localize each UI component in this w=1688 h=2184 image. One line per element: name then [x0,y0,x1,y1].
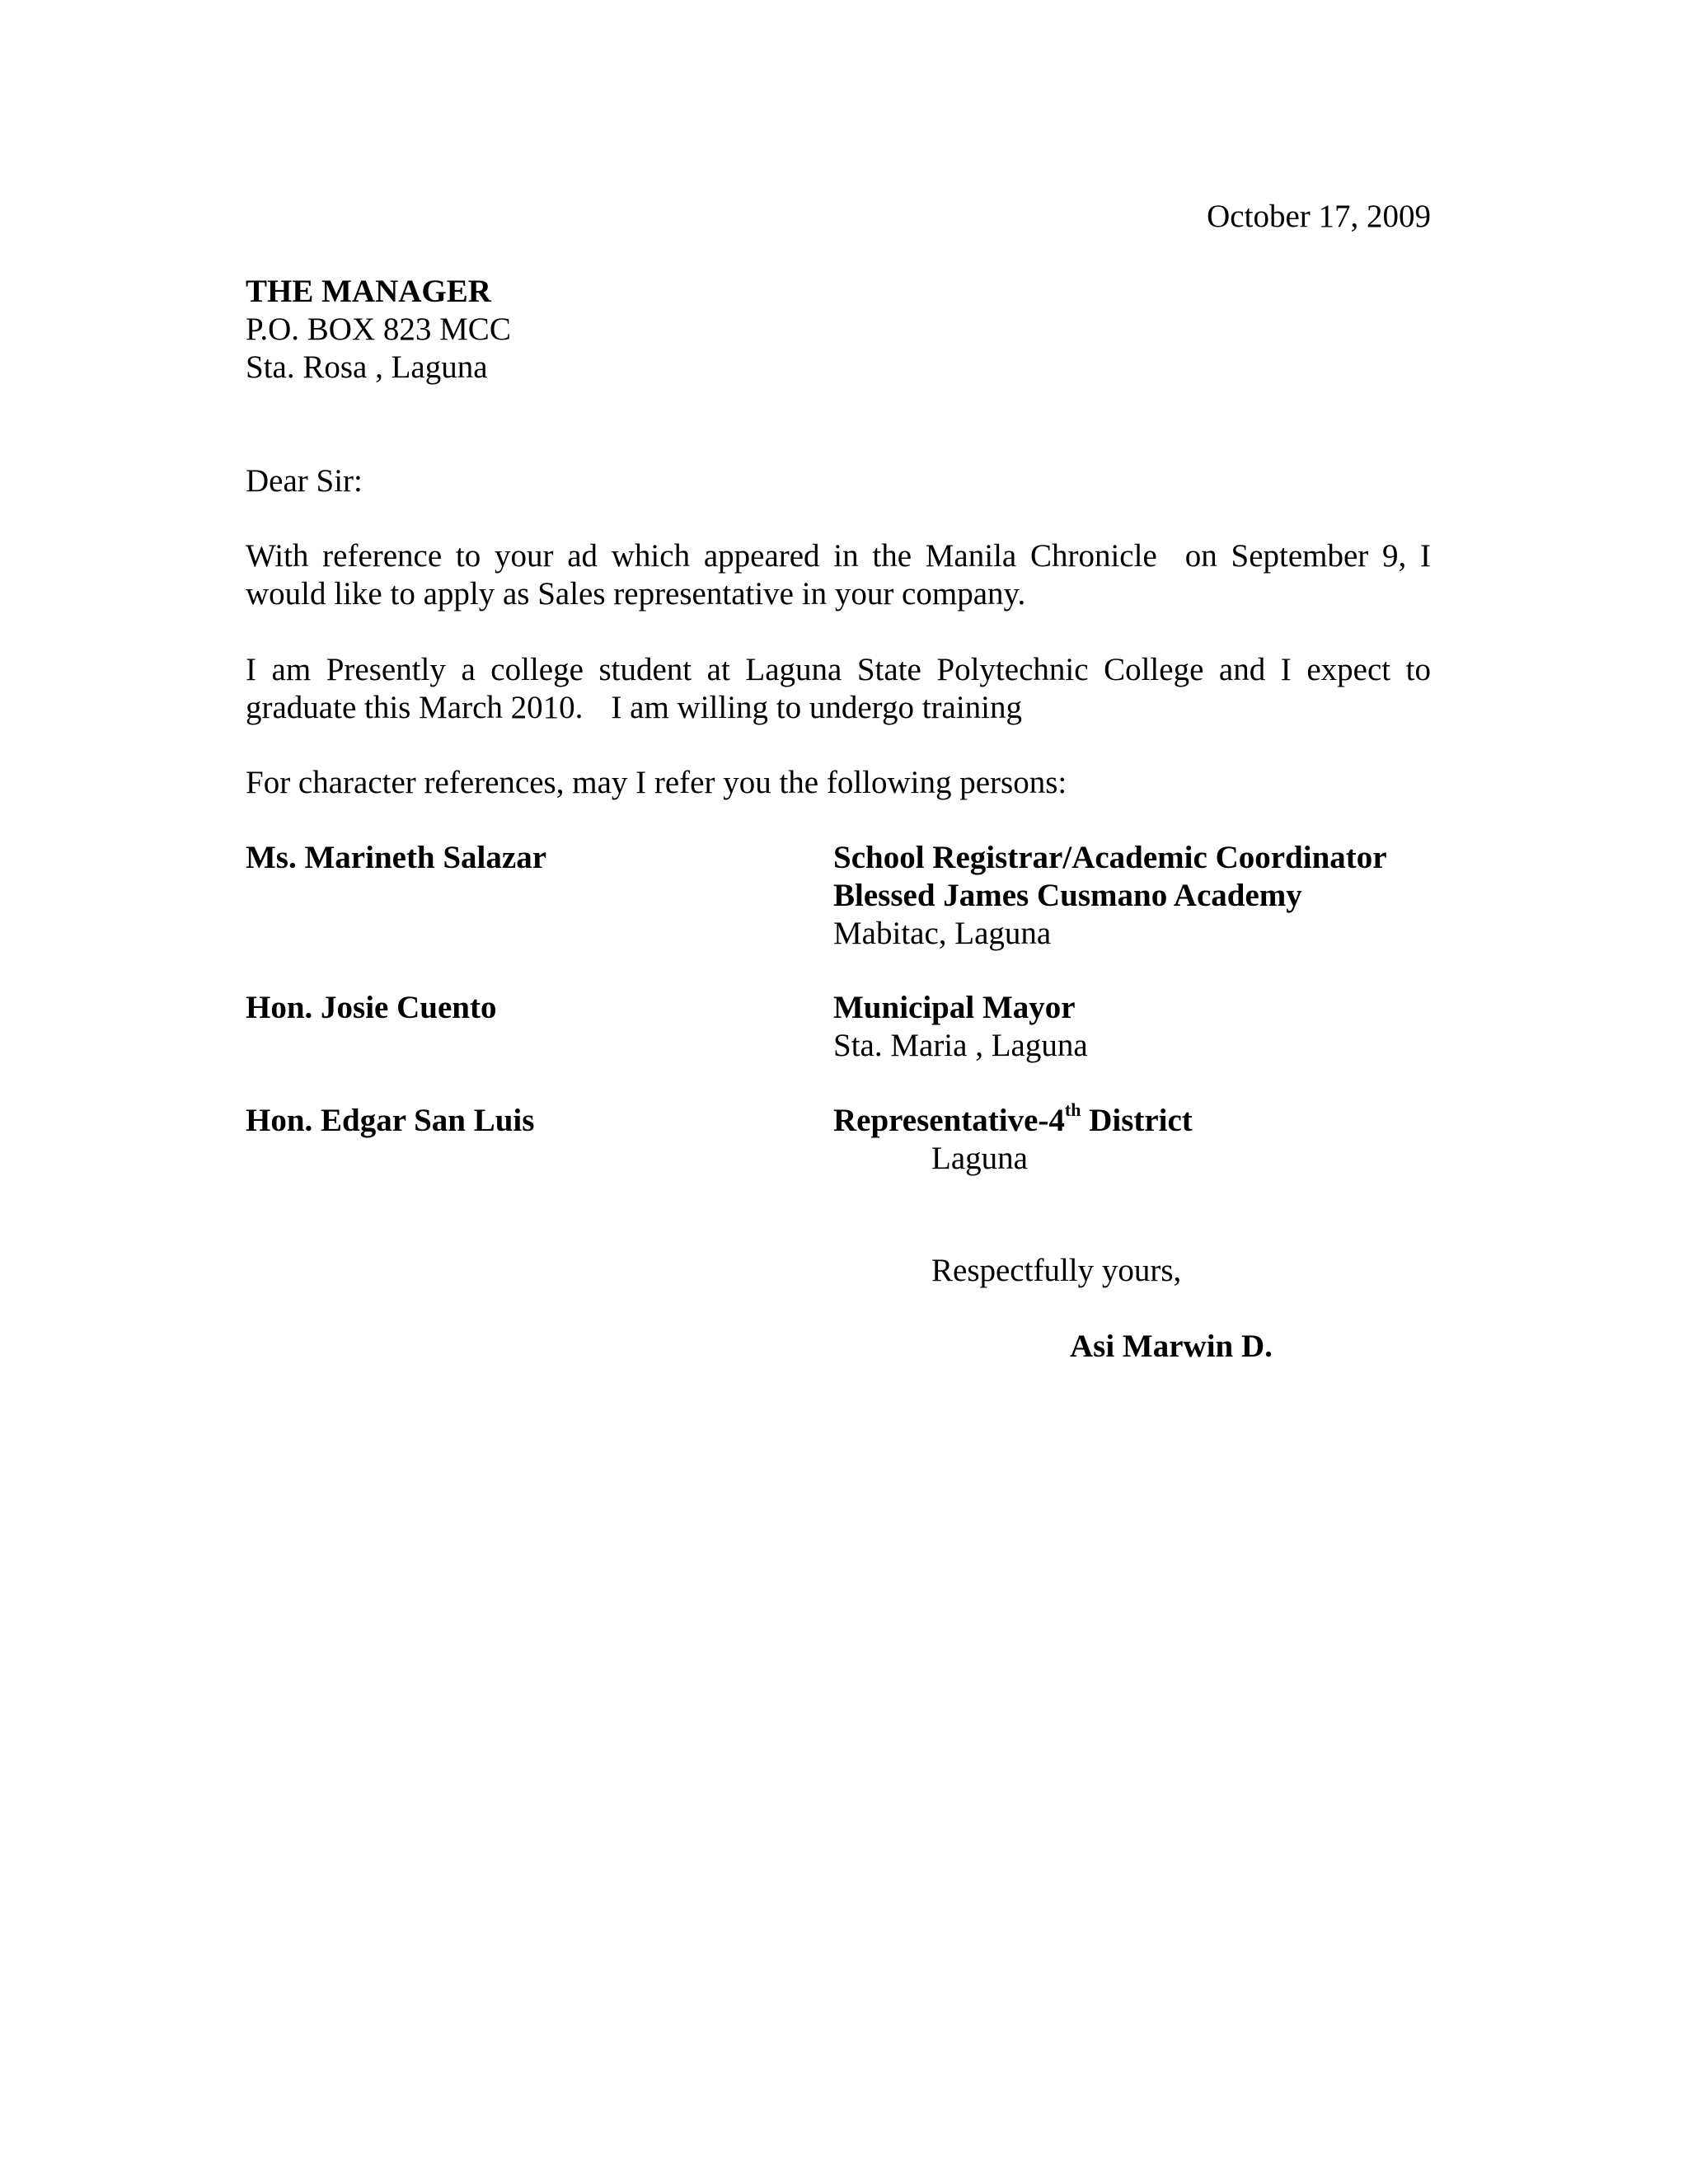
reference-1-name: Ms. Marineth Salazar [246,840,547,875]
reference-3-position [833,1099,1193,1140]
body-paragraph-2 [246,651,1431,727]
reference-2-location: Sta. Maria , Laguna [833,1028,1088,1063]
reference-3-location: Laguna [931,1141,1028,1176]
reference-3-position-suffix: District [1081,1103,1193,1138]
body-paragraph-1-part1: With reference to your ad which appeared in the Manila Chronicle [246,538,1157,574]
recipient-address-line1: P.O. BOX 823 MCC [246,312,511,347]
recipient-title: THE MANAGER [246,274,491,309]
signature-name: Asi Marwin D. [1070,1329,1273,1364]
references-intro: For character references, may I refer you the following persons: [246,765,1067,800]
body-paragraph-2-part2: I am willing to undergo training [611,690,1023,725]
reference-2-name: Hon. Josie Cuento [246,990,497,1025]
salutation: Dear Sir: [246,463,363,499]
reference-1-location: Mabitac, Laguna [833,916,1052,951]
reference-3-position-sup: th [1064,1099,1081,1120]
body-paragraph-1 [246,537,1431,613]
reference-2-position: Municipal Mayor [833,990,1076,1025]
body-paragraph-1-part2: on September 9, I would like to apply as Sales representative in your company. [246,538,1432,612]
recipient-address-line2: Sta. Rosa , Laguna [246,349,488,385]
closing: Respectfully yours, [931,1253,1182,1288]
reference-1-position: School Registrar/Academic Coordinator [833,840,1387,875]
reference-1-organization: Blessed James Cusmano Academy [833,878,1302,913]
reference-3-name: Hon. Edgar San Luis [246,1103,535,1138]
reference-3-position-prefix: Representative-4 [833,1103,1065,1138]
letter-date: October 17, 2009 [1207,199,1431,234]
body-paragraph-2-part1: I am Presently a college student at Laguna State Polytechnic College and I expect to graduate this March 2010. [246,652,1431,725]
